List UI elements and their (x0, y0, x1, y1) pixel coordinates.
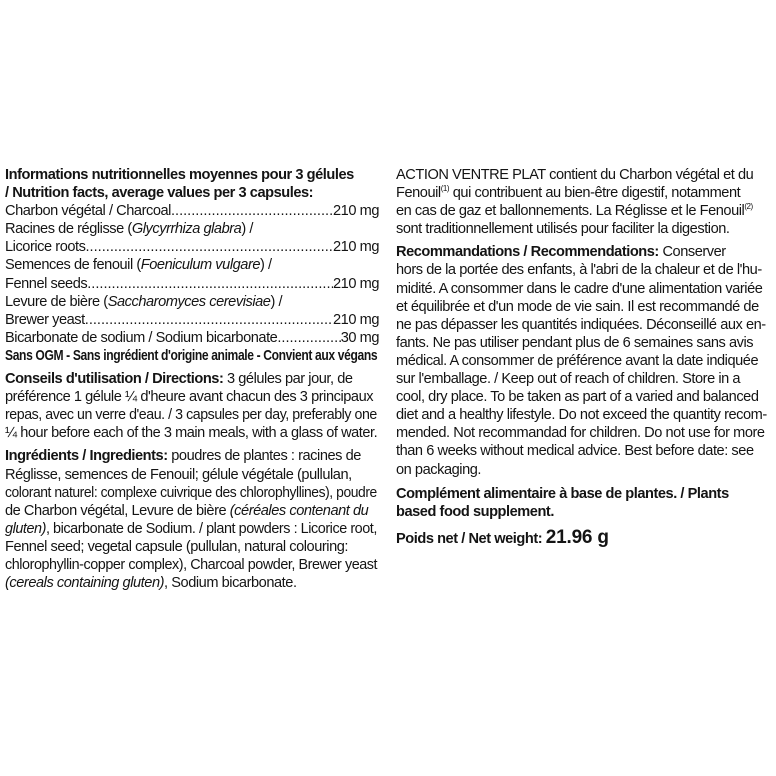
nutrient-amount: 30 mg (340, 329, 379, 346)
dot-leader (86, 238, 334, 256)
nutrition-row-fennel (5, 275, 379, 293)
net-weight (396, 527, 773, 550)
ingredients-line (5, 447, 379, 465)
ingredients-line: Réglisse, semences de Fenouil; gélule végétale (pullulan, (5, 466, 352, 483)
intro-line (396, 202, 773, 220)
recommendations-line: mended. Not recommandad for children. Do not use for more (396, 425, 765, 442)
footnote-marker: (2) (744, 202, 753, 212)
nutrition-row-licorice (5, 238, 379, 256)
nutrient-name-licorice (5, 220, 379, 238)
nutrient-latin-name: Saccharomyces cerevisiae (107, 293, 271, 310)
dot-leader (85, 311, 333, 329)
product-claims: Sans OGM - Sans ingrédient d'origine animale - Convient aux végans (5, 347, 378, 364)
nutrition-facts (5, 166, 379, 365)
nutrient-latin-name: Foeniculum vulgare (140, 257, 261, 274)
nutrient-amount: 210 mg (333, 203, 379, 220)
recommendations-line: hors de la portée des enfants, à l'abri de la chaleur et de l'hu- (396, 262, 762, 279)
supplement-line: Complément alimentaire à base de plantes. / Plants (396, 485, 729, 502)
ingredients-text: poudres de plantes : racines de (167, 448, 361, 465)
intro-line: sont traditionnellement utilisés pour faciliter la digestion. (396, 221, 730, 238)
recommendations-line: ne pas dépasser les quantités indiquées. Déconseillé aux en- (396, 316, 766, 333)
ingredients-text: de Charbon végétal, Levure de bière (5, 502, 230, 519)
footnote-marker: (1) (440, 184, 450, 194)
nutrient-name: Bicarbonate de sodium / Sodium bicarbonate (5, 329, 278, 346)
ingredients-heading: Ingrédients / Ingredients: (5, 448, 168, 465)
ingredients-line: colorant naturel: complexe cuivrique des chlorophyllines), poudre (5, 484, 377, 501)
nutrient-name-part: Levure de bière ( (5, 293, 108, 310)
net-weight-value: 21.96 g (545, 526, 609, 548)
directions-line: repas, avec un verre d'eau. / 3 capsules per day, preferably one (5, 407, 377, 424)
recommendations-line: fants. Ne pas utiliser pendant plus de 6 semaines sans avis (396, 334, 754, 351)
dot-leader (87, 275, 333, 293)
dot-leader (277, 329, 340, 347)
recommendations-section (396, 243, 773, 478)
nutrition-row-yeast (5, 311, 379, 329)
nutrient-name-part: ) / (270, 293, 283, 310)
nutrient-name-yeast (5, 293, 379, 311)
right-column (396, 166, 773, 550)
recommendations-line: on packaging. (396, 461, 482, 478)
allergen-text: (céréales contenant du (229, 502, 369, 519)
nutrient-name-part: ) / (260, 257, 272, 274)
nutrient-name: Brewer yeast (5, 311, 85, 328)
ingredients-section (5, 447, 379, 592)
directions-text: 3 gélules par jour, de (223, 371, 353, 388)
allergen-text: gluten) (5, 520, 46, 537)
nutrient-name-fennel (5, 256, 379, 274)
recommendations-heading: Recommandations / Recommendations: (396, 244, 659, 261)
recommendations-line: cool, dry place. To be taken as part of a varied and balanced (396, 389, 759, 406)
recommendations-line: than 6 weeks without medical advice. Best before date: see (396, 443, 754, 460)
recommendations-line: midité. A consommer dans le cadre d'une alimentation variée (396, 280, 763, 297)
left-column (5, 166, 379, 592)
allergen-text: (cereals containing gluten) (5, 575, 165, 592)
directions-line: ¼ hour before each of the 3 main meals, with a glass of water. (5, 425, 378, 442)
nutrient-name: Charbon végétal / Charcoal (5, 203, 171, 220)
recommendations-line: diet and a healthy lifestyle. Do not exceed the quantity recom- (396, 407, 767, 424)
product-intro (396, 166, 773, 238)
recommendations-line: et équilibrée et d'un mode de vie sain. Il est recommandé de (396, 298, 759, 315)
recommendations-text: Conserver (658, 244, 726, 261)
directions-heading: Conseils d'utilisation / Directions: (5, 371, 224, 388)
nutrition-title-fr: Informations nutritionnelles moyennes pour 3 gélules (5, 167, 354, 183)
intro-text: Fenouil (396, 185, 441, 202)
nutrient-amount: 210 mg (333, 311, 379, 328)
supplement-line: based food supplement. (396, 503, 554, 520)
recommendations-line: médical. A consommer de préférence avant la date indiquée (396, 352, 759, 369)
intro-line (396, 184, 773, 202)
ingredients-line: chlorophyllin-copper complex), Charcoal powder, Brewer yeast (5, 556, 378, 573)
nutrient-name-part: Semences de fenouil ( (5, 257, 141, 274)
ingredients-line (5, 502, 379, 520)
ingredients-line (5, 574, 379, 592)
nutrient-amount: 210 mg (333, 239, 379, 256)
recommendations-line (396, 243, 773, 261)
nutrition-title-en: / Nutrition facts, average values per 3 capsules: (5, 185, 314, 202)
dot-leader (171, 202, 333, 220)
intro-line: ACTION VENTRE PLAT contient du Charbon végétal et du (396, 167, 754, 183)
nutrition-row-bicarbonate (5, 329, 379, 347)
ingredients-line (5, 520, 377, 538)
recommendations-line: sur l'emballage. / Keep out of reach of children. Store in a (396, 371, 741, 388)
nutrient-name: Fennel seeds (5, 275, 88, 292)
intro-text: qui contribuent au bien-être digestif, notamment (449, 185, 741, 202)
supplement-statement (396, 485, 773, 521)
nutrient-name-part: ) / (241, 221, 253, 238)
nutrient-name-part: Racines de réglisse ( (5, 221, 132, 238)
nutrient-amount: 210 mg (333, 275, 379, 292)
nutrition-row-charcoal (5, 202, 379, 220)
ingredients-text: , Sodium bicarbonate. (164, 575, 297, 592)
net-weight-label: Poids net / Net weight: (396, 530, 546, 547)
directions-section (5, 370, 379, 442)
directions-line: préférence 1 gélule ¼ d'heure avant chacun des 3 principaux (5, 389, 374, 406)
nutrient-latin-name: Glycyrrhiza glabra (131, 221, 242, 238)
ingredients-line: Fennel seed; vegetal capsule (pullulan, natural colouring: (5, 538, 349, 555)
directions-line (5, 370, 379, 388)
nutrient-name: Licorice roots (5, 239, 86, 256)
ingredients-text: , bicarbonate de Sodium. / plant powders : Licorice root, (45, 520, 377, 537)
intro-text: en cas de gaz et ballonnements. La Réglisse et le Fenouil (396, 203, 745, 220)
